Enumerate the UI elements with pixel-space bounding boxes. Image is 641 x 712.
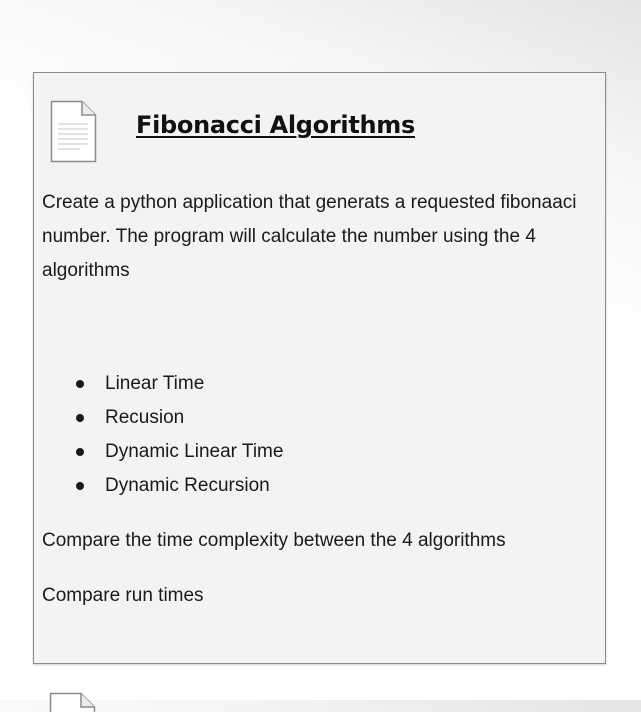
list-item-label: Recusion [105,407,185,428]
list-item-label: Dynamic Linear Time [105,441,284,462]
list-item-label: Dynamic Recursion [105,475,270,496]
bullet-icon [76,448,84,456]
bullet-icon [76,482,84,490]
list-item [76,469,283,503]
document-icon [49,692,96,712]
list-item [76,401,283,435]
compare-complexity-text: Compare the time complexity between the 4 algorithms [42,530,506,551]
list-item [76,435,283,469]
assignment-card [33,72,606,664]
compare-runtimes-text: Compare run times [42,585,204,606]
algorithm-list [76,367,283,503]
intro-paragraph: Create a python application that generats a requested fibonaaci number. The program will calculate the number using the 4 algorithms [42,192,577,281]
bullet-icon [76,380,84,388]
bullet-icon [76,414,84,422]
list-item-label: Linear Time [105,373,205,394]
document-icon [50,100,97,163]
list-item [76,367,283,401]
card-title: Fibonacci Algorithms [136,111,415,139]
